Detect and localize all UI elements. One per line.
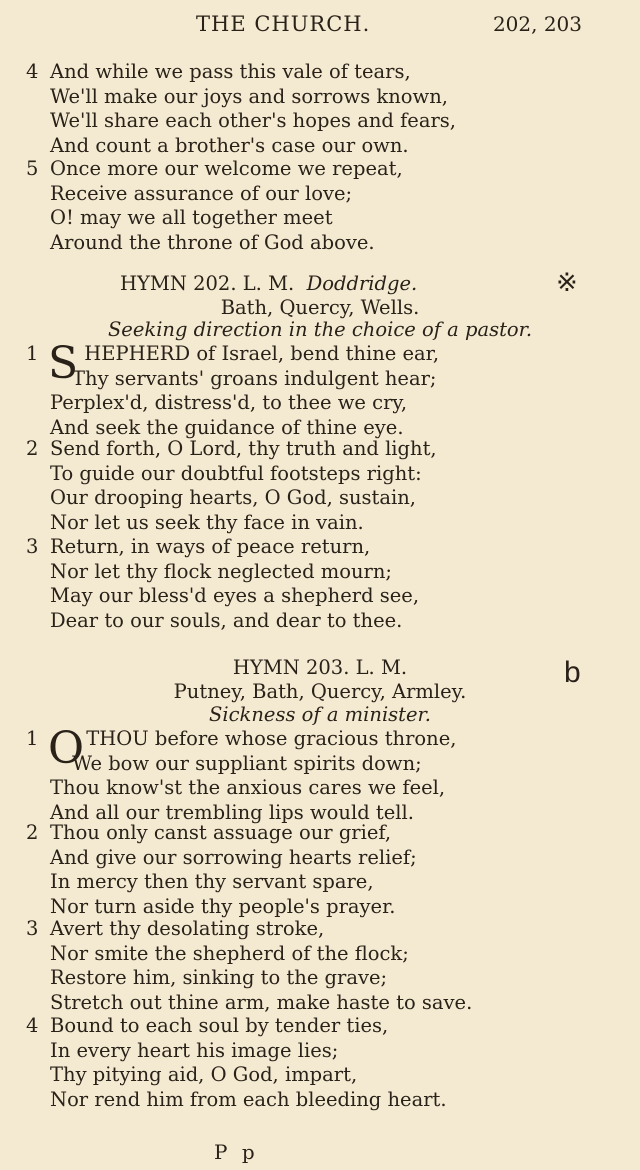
stanza-number: 4 — [26, 1014, 39, 1037]
verse-line: Around the throne of God above. — [50, 230, 375, 254]
verse-line: Thy servants' groans indulgent hear; — [72, 366, 437, 390]
verse-line: Restore him, sinking to the grave; — [50, 966, 388, 989]
hymn-202-stanza-2 — [26, 437, 586, 535]
verse-line: Thou only canst assuage our grief, — [50, 821, 392, 844]
hymn-author: Doddridge. — [306, 272, 418, 295]
verse-line: Once more our welcome we repeat, — [50, 157, 403, 180]
hymn-203-stanza-4 — [26, 1014, 586, 1112]
drop-cap: S — [48, 338, 79, 389]
hymn-202-subject: Seeking direction in the choice of a pastor. — [107, 318, 533, 341]
stanza-number: 3 — [26, 535, 39, 558]
verse-line: Nor rend him from each bleeding heart. — [50, 1087, 447, 1111]
running-head — [0, 8, 640, 38]
verse-line: Nor turn aside thy people's prayer. — [50, 894, 396, 918]
hymn-label: HYMN 202. L. M. — [120, 272, 295, 295]
stanza-carry-5 — [26, 157, 586, 255]
verse-line: And count a brother's case our own. — [50, 133, 409, 157]
running-title: THE CHURCH. — [196, 12, 371, 36]
verse-line: And seek the guidance of thine eye. — [50, 415, 404, 439]
hymn-203-tunes: Putney, Bath, Quercy, Armley. — [173, 680, 467, 703]
verse-line: May our bless'd eyes a shepherd see, — [50, 584, 420, 607]
drop-cap: O — [48, 723, 85, 774]
verse-line: O! may we all together meet — [50, 206, 333, 229]
verse-line: Perplex'd, distress'd, to thee we cry, — [50, 391, 408, 414]
stanza-number: 4 — [26, 60, 39, 83]
hymn-203-stanza-1 — [26, 723, 586, 825]
verse-line: Nor smite the shepherd of the flock; — [50, 941, 409, 965]
stanza-number: 1 — [26, 342, 39, 365]
verse-line: Bound to each soul by tender ties, — [50, 1014, 389, 1037]
verse-line: In every heart his image lies; — [50, 1038, 339, 1062]
page-numbers: 202, 203 — [492, 12, 582, 36]
stanza-number: 3 — [26, 917, 39, 940]
verse-line: In mercy then thy servant spare, — [50, 870, 374, 893]
hymn-202-stanza-1 — [26, 338, 586, 440]
verse-line: Receive assurance of our love; — [50, 181, 353, 205]
verse-line: We'll make our joys and sorrows known, — [50, 84, 448, 108]
verse-line: And while we pass this vale of tears, — [50, 60, 411, 83]
hymn-202-tunes: Bath, Quercy, Wells. — [220, 296, 420, 319]
verse-line: Thou know'st the anxious cares we feel, — [50, 776, 446, 799]
ornament-mark-icon: ※ — [556, 268, 578, 298]
verse-line: We'll share each other's hopes and fears, — [50, 109, 456, 132]
verse-line: Avert thy desolating stroke, — [50, 917, 325, 940]
verse-line: And all our trembling lips would tell. — [50, 800, 414, 824]
verse-line: Send forth, O Lord, thy truth and light, — [50, 437, 437, 460]
verse-line: Our drooping hearts, O God, sustain, — [50, 486, 417, 509]
verse-line: Nor let thy flock neglected mourn; — [50, 559, 393, 583]
hymn-202-stanza-3 — [26, 535, 586, 633]
verse-line: THOU before whose gracious throne, — [86, 727, 457, 750]
hymn-202-heading — [120, 272, 417, 295]
verse-line: HEPHERD of Israel, bend thine ear, — [84, 342, 440, 365]
hymn-203-stanza-2 — [26, 821, 586, 919]
stanza-number: 1 — [26, 727, 39, 750]
verse-line: Thy pitying aid, O God, impart, — [50, 1063, 358, 1086]
stanza-number: 2 — [26, 437, 39, 460]
hymn-203-subject: Sickness of a minister. — [209, 703, 431, 726]
verse-line: Return, in ways of peace return, — [50, 535, 371, 558]
verse-line: Dear to our souls, and dear to thee. — [50, 608, 403, 632]
stanza-number: 2 — [26, 821, 39, 844]
verse-line: Nor let us seek thy face in vain. — [50, 510, 364, 534]
hymn-203-stanza-3 — [26, 917, 586, 1015]
verse-line: Stretch out thine arm, make haste to save. — [50, 990, 473, 1014]
ornament-mark-icon: b — [564, 656, 581, 689]
verse-line: To guide our doubtful footsteps right: — [50, 461, 422, 485]
hymn-203-heading: HYMN 203. L. M. — [232, 656, 408, 679]
verse-line: We bow our suppliant spirits down; — [72, 751, 422, 775]
signature-mark: P p — [214, 1140, 259, 1164]
verse-line: And give our sorrowing hearts relief; — [50, 845, 417, 869]
stanza-number: 5 — [26, 157, 39, 180]
stanza-carry-4 — [26, 60, 586, 158]
